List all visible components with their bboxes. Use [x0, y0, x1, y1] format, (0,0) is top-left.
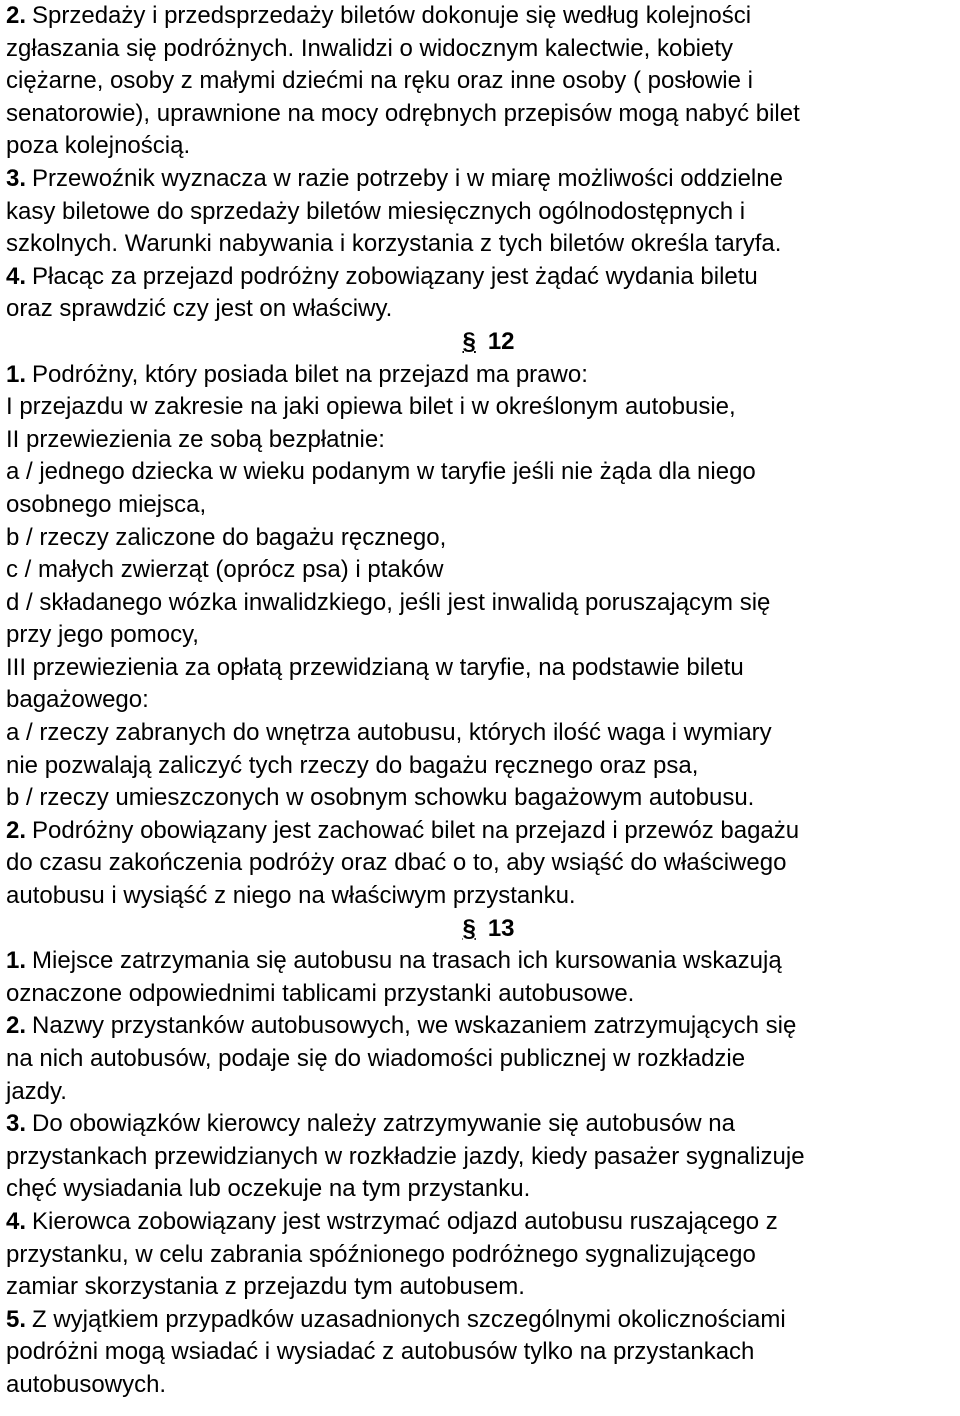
section-heading-12 [6, 326, 946, 359]
text-line: jazdy. [6, 1077, 67, 1105]
text-line: nie pozwalają zaliczyć tych rzeczy do bagażu ręcznego oraz psa, [6, 751, 699, 779]
text-line: senatorowie), uprawnione na mocy odrębnych przepisów mogą nabyć bilet [6, 99, 800, 127]
text-line: poza kolejnością. [6, 132, 191, 160]
text-line: zamiar skorzystania z przejazdu tym autobusem. [6, 1273, 525, 1301]
item-number: 2. [6, 816, 27, 844]
item-number: 4. [6, 262, 27, 290]
text-line: d / składanego wózka inwalidzkiego, jeśli jest inwalidą poruszającym się [6, 588, 771, 616]
paragraph-s12-item-2 [6, 815, 960, 913]
paragraph-s13-item-2 [6, 1010, 960, 1108]
item-number: 5. [6, 1305, 27, 1333]
text-line: oznaczone odpowiednimi tablicami przystanki autobusowe. [6, 979, 635, 1007]
text-line: przystankach przewidzianych w rozkładzie jazdy, kiedy pasażer sygnalizuje [6, 1142, 805, 1170]
text-line: I przejazdu w zakresie na jaki opiewa bilet i w określonym autobusie, [6, 393, 736, 421]
section-symbol: § [462, 327, 476, 355]
text-line: b / rzeczy umieszczonych w osobnym schowku bagażowym autobusu. [6, 784, 755, 812]
text-line: a / rzeczy zabranych do wnętrza autobusu, których ilość waga i wymiary [6, 719, 772, 747]
item-number: 2. [6, 2, 27, 29]
text-line: 1. Miejsce zatrzymania się autobusu na trasach ich kursowania wskazują [6, 947, 782, 975]
text-line: a / jednego dziecka w wieku podanym w taryfie jeśli nie żąda dla niego [6, 458, 756, 486]
text-line: 2. Sprzedaży i przedsprzedaży biletów dokonuje się według kolejności [6, 2, 752, 29]
paragraph-s12-item-1 [6, 359, 960, 815]
paragraph-s13-item-5 [6, 1304, 960, 1402]
paragraph-s13-item-4 [6, 1206, 960, 1304]
text-line: 2. Nazwy przystanków autobusowych, we wskazaniem zatrzymujących się [6, 1012, 797, 1040]
text-line: kasy biletowe do sprzedaży biletów miesięcznych ogólnodostępnych i [6, 197, 746, 225]
paragraph-item-4 [6, 261, 960, 326]
text-line: 3. Do obowiązków kierowcy należy zatrzymywanie się autobusów na [6, 1110, 735, 1138]
text-line: do czasu zakończenia podróży oraz dbać o to, aby wsiąść do właściwego [6, 849, 787, 877]
text-line: 1. Podróżny, który posiada bilet na przejazd ma prawo: [6, 360, 588, 388]
item-number: 3. [6, 1110, 27, 1138]
text-line: II przewiezienia ze sobą bezpłatnie: [6, 425, 385, 453]
text-line: oraz sprawdzić czy jest on właściwy. [6, 295, 393, 323]
paragraph-item-3 [6, 163, 960, 261]
item-number: 4. [6, 1207, 27, 1235]
item-number: 2. [6, 1012, 27, 1040]
item-number: 3. [6, 164, 27, 192]
item-number: 1. [6, 360, 27, 388]
paragraph-item-2 [6, 0, 960, 163]
section-number: 12 [487, 327, 515, 355]
text-line: podróżni mogą wsiadać i wysiadać z autobusów tylko na przystankach [6, 1338, 755, 1366]
text-line: osobnego miejsca, [6, 490, 207, 518]
text-line: ciężarne, osoby z małymi dziećmi na ręku oraz inne osoby ( posłowie i [6, 67, 753, 95]
text-line: 2. Podróżny obowiązany jest zachować bilet na przejazd i przewóz bagażu [6, 816, 800, 844]
section-number: 13 [487, 914, 515, 942]
text-line: c / małych zwierząt (oprócz psa) i ptaków [6, 556, 444, 584]
text-line: autobusu i wysiąść z niego na właściwym przystanku. [6, 882, 576, 910]
item-number: 1. [6, 947, 27, 975]
paragraph-s13-item-3 [6, 1108, 960, 1206]
text-line: III przewiezienia za opłatą przewidzianą w taryfie, na podstawie biletu [6, 653, 744, 681]
text-line: b / rzeczy zaliczone do bagażu ręcznego, [6, 523, 447, 551]
text-line: chęć wysiadania lub oczekuje na tym przystanku. [6, 1175, 531, 1203]
text-line: 4. Kierowca zobowiązany jest wstrzymać odjazd autobusu ruszającego z [6, 1207, 778, 1235]
text-line: 5. Z wyjątkiem przypadków uzasadnionych szczególnymi okolicznościami [6, 1305, 786, 1333]
text-line: bagażowego: [6, 686, 149, 714]
text-line: 3. Przewoźnik wyznacza w razie potrzeby i w miarę możliwości oddzielne [6, 164, 783, 192]
text-line: przystanku, w celu zabrania spóźnionego podróżnego sygnalizującego [6, 1240, 756, 1268]
text-line: na nich autobusów, podaje się do wiadomości publicznej w rozkładzie [6, 1045, 746, 1072]
text-line: przy jego pomocy, [6, 621, 199, 649]
text-line: autobusowych. [6, 1370, 167, 1398]
text-line: zgłaszania się podróżnych. Inwalidzi o widocznym kalectwie, kobiety [6, 34, 734, 62]
text-line: szkolnych. Warunki nabywania i korzystania z tych biletów określa taryfa. [6, 230, 782, 258]
section-symbol: § [462, 914, 476, 942]
text-line: 4. Płacąc za przejazd podróżny zobowiązany jest żądać wydania biletu [6, 262, 758, 290]
paragraph-s13-item-1 [6, 945, 960, 1010]
section-heading-13 [6, 913, 946, 946]
